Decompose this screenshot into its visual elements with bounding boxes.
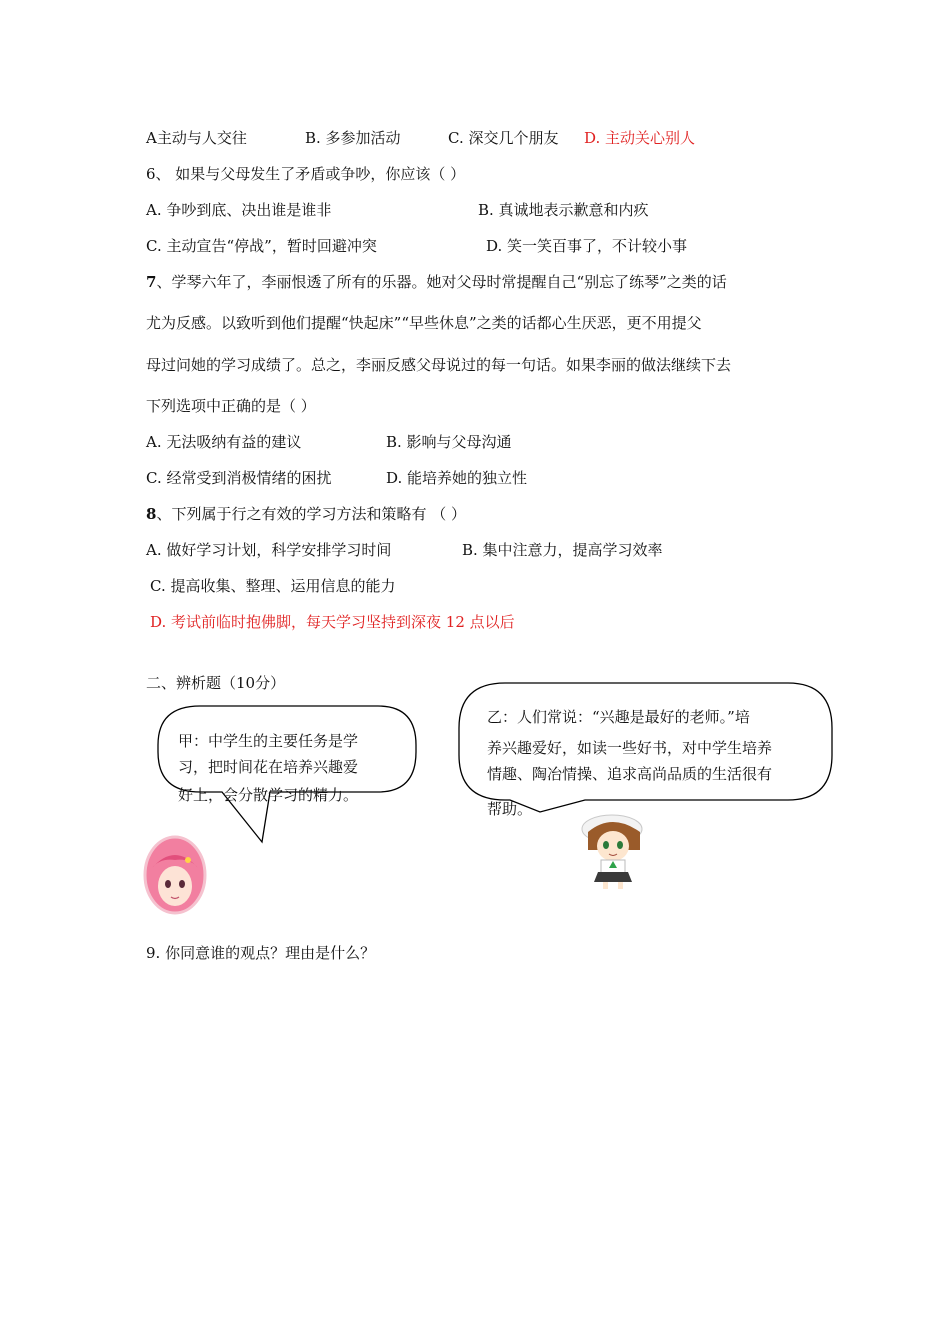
- jia-line-1: 甲：中学生的主要任务是学: [178, 732, 359, 750]
- yi-line-1: 乙：人们常说：“兴趣是最好的老师。”培: [487, 708, 750, 726]
- q8-stem-text: 、下列属于行之有效的学习方法和策略有 （ ）: [156, 505, 466, 523]
- jia-avatar: [145, 837, 205, 913]
- q6-option-c: C. 主动宣告“停战”，暂时回避冲突: [146, 237, 377, 255]
- q7-line-1-text: 、学琴六年了，李丽恨透了所有的乐器。她对父母时常提醒自己“别忘了练琴”之类的话: [156, 273, 727, 291]
- q7-line-2: 尤为反感。以致听到他们提醒“快起床”“早些休息”之类的话都心生厌恶，更不用提父: [146, 314, 702, 332]
- q9-question: 9. 你同意谁的观点？理由是什么？: [146, 944, 376, 962]
- q7-line-3: 母过问她的学习成绩了。总之，李丽反感父母说过的每一句话。如果李丽的做法继续下去: [146, 356, 732, 374]
- section-2-title: 二、辨析题（10分）: [146, 674, 286, 692]
- yi-avatar: [582, 815, 642, 889]
- q5-option-c: C. 深交几个朋友: [448, 129, 559, 147]
- q5-option-a: A主动与人交往: [146, 129, 247, 147]
- q7-option-a: A. 无法吸纳有益的建议: [146, 433, 302, 451]
- q8-option-b: B. 集中注意力，提高学习效率: [462, 541, 663, 559]
- jia-line-2: 习，把时间花在培养兴趣爱: [178, 758, 359, 776]
- q8-option-d: D. 考试前临时抱佛脚，每天学习坚持到深夜 12 点以后: [150, 613, 515, 631]
- q7-number: 7: [146, 273, 157, 291]
- yi-line-4: 帮助。: [487, 800, 533, 818]
- q8-option-c: C. 提高收集、整理、运用信息的能力: [150, 577, 396, 595]
- jia-line-3: 好上，会分散学习的精力。: [178, 786, 359, 804]
- q8-option-a: A. 做好学习计划，科学安排学习时间: [146, 541, 392, 559]
- yi-line-3: 情趣、陶冶情操、追求高尚品质的生活很有: [487, 765, 773, 783]
- q6-option-d: D. 笑一笑百事了，不计较小事: [486, 237, 688, 255]
- q7-option-b: B. 影响与父母沟通: [386, 433, 512, 451]
- q5-option-d-text: D. 主动关心别人: [584, 129, 696, 147]
- q7-option-d: D. 能培养她的独立性: [386, 469, 528, 487]
- yi-line-2: 养兴趣爱好，如读一些好书，对中学生培养: [487, 739, 773, 757]
- q7-line-4: 下列选项中正确的是（ ）: [146, 397, 316, 415]
- q8-number: 8: [146, 505, 157, 523]
- q5-option-b: B. 多参加活动: [305, 129, 401, 147]
- q7-option-c: C. 经常受到消极情绪的困扰: [146, 469, 332, 487]
- q6-option-a: A. 争吵到底、决出谁是谁非: [146, 201, 332, 219]
- q6-stem: 6、 如果与父母发生了矛盾或争吵，你应该（ ）: [146, 165, 466, 183]
- q6-option-b: B. 真诚地表示歉意和内疚: [478, 201, 649, 219]
